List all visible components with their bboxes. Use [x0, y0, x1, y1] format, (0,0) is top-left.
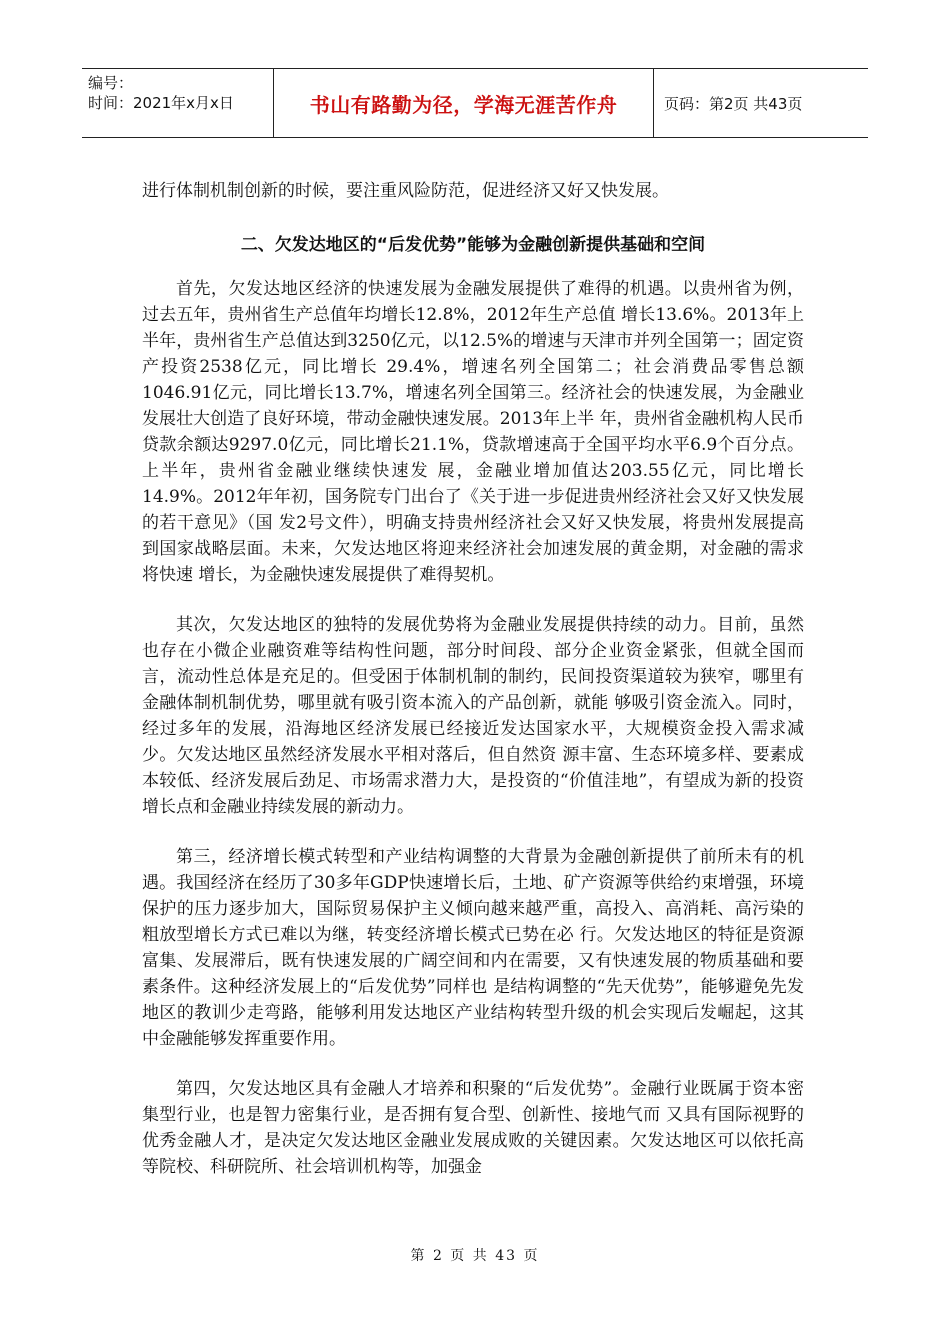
page-header [82, 68, 868, 138]
paragraph-first: 首先，欠发达地区经济的快速发展为金融发展提供了难得的机遇。以贵州省为例，过去五年，贵州省生产总值年均增长12.8%，2012年生产总值 增长13.6%。2013年上半年，贵州省生产总值达到3250亿元，以12.5%的增速与天津市并列全国第一；固定资产投资2538亿元，同比增长 29.4%，增速名列全国第二；社会消费品零售总额 1046.91亿元，同比增长13.7%，增速名列全国第三。经济社会的快速发展，为金融业发展壮大创造了良好环境，带动金融快速发展。2013年上半 年，贵州省金融机构人民币贷款余额达9297.0亿元，同比增长21.1%，贷款增速高于全国平均水平6.9个百分点。上半年，贵州省金融业继续快速发 展，金融业增加值达203.55亿元，同比增长14.9%。2012年年初，国务院专门出台了《关于进一步促进贵州经济社会又好又快发展的若干意见》（国 发2号文件），明确支持贵州经济社会又好又快发展，将贵州发展提高到国家战略层面。未来，欠发达地区将迎来经济社会加速发展的黄金期，对金融的需求将快速 增长，为金融快速发展提供了难得契机。 [142, 279, 804, 585]
code-label: 编号： [88, 74, 134, 92]
document-body [142, 178, 804, 1204]
header-page-info: 页码：第2页 共43页 [664, 94, 803, 113]
intro-paragraph: 进行体制机制创新的时候，要注重风险防范，促进经济又好又快发展。 [142, 181, 669, 201]
paragraph-third: 第三，经济增长模式转型和产业结构调整的大背景为金融创新提供了前所未有的机遇。我国经济在经历了30多年GDP快速增长后，土地、矿产资源等供给约束增强，环境保护的压力逐步加大，国际贸易保护主义倾向越来越严重，高投入、高消耗、高污染的粗放型增长方式已难以为继，转变经济增长模式已势在必 行。欠发达地区的特征是资源富集、发展滞后，既有快速发展的广阔空间和内在需要，又有快速发展的物质基础和要素条件。这种经济发展上的“后发优势”同样也 是结构调整的“先天优势”，能够避免先发地区的教训少走弯路，能够利用发达地区产业结构转型升级的机会实现后发崛起，这其中金融能够发挥重要作用。 [142, 847, 804, 1049]
paragraph-second: 其次，欠发达地区的独特的发展优势将为金融业发展提供持续的动力。目前，虽然也存在小微企业融资难等结构性问题，部分时间段、部分企业资金紧张，但就全国而言，流动性总体是充足的。但受困于体制机制的制约，民间投资渠道较为狭窄，哪里有金融体制机制优势，哪里就有吸引资本流入的产品创新，就能 够吸引资金流入。同时，经过多年的发展，沿海地区经济发展已经接近发达国家水平，大规模资金投入需求减少。欠发达地区虽然经济发展水平相对落后，但自然资 源丰富、生态环境多样、要素成本较低、经济发展后劲足、市场需求潜力大，是投资的“价值洼地”，有望成为新的投资增长点和金融业持续发展的新动力。 [142, 615, 804, 817]
header-motto-cell [274, 69, 654, 137]
page-footer: 第 2 页 共 43 页 [410, 1248, 540, 1264]
header-page-info-cell [654, 69, 868, 137]
header-motto: 书山有路勤为径，学海无涯苦作舟 [309, 92, 618, 117]
date-label: 时间：2021年x月x日 [88, 94, 234, 112]
section-heading: 二、欠发达地区的“后发优势”能够为金融创新提供基础和空间 [240, 235, 706, 255]
header-meta [82, 69, 274, 137]
paragraph-fourth: 第四，欠发达地区具有金融人才培养和积聚的“后发优势”。金融行业既属于资本密集型行业，也是智力密集行业，是否拥有复合型、创新性、接地气而 又具有国际视野的优秀金融人才，是决定欠发达地区金融业发展成败的关键因素。欠发达地区可以依托高等院校、科研院所、社会培训机构等，加强金 [142, 1079, 804, 1177]
